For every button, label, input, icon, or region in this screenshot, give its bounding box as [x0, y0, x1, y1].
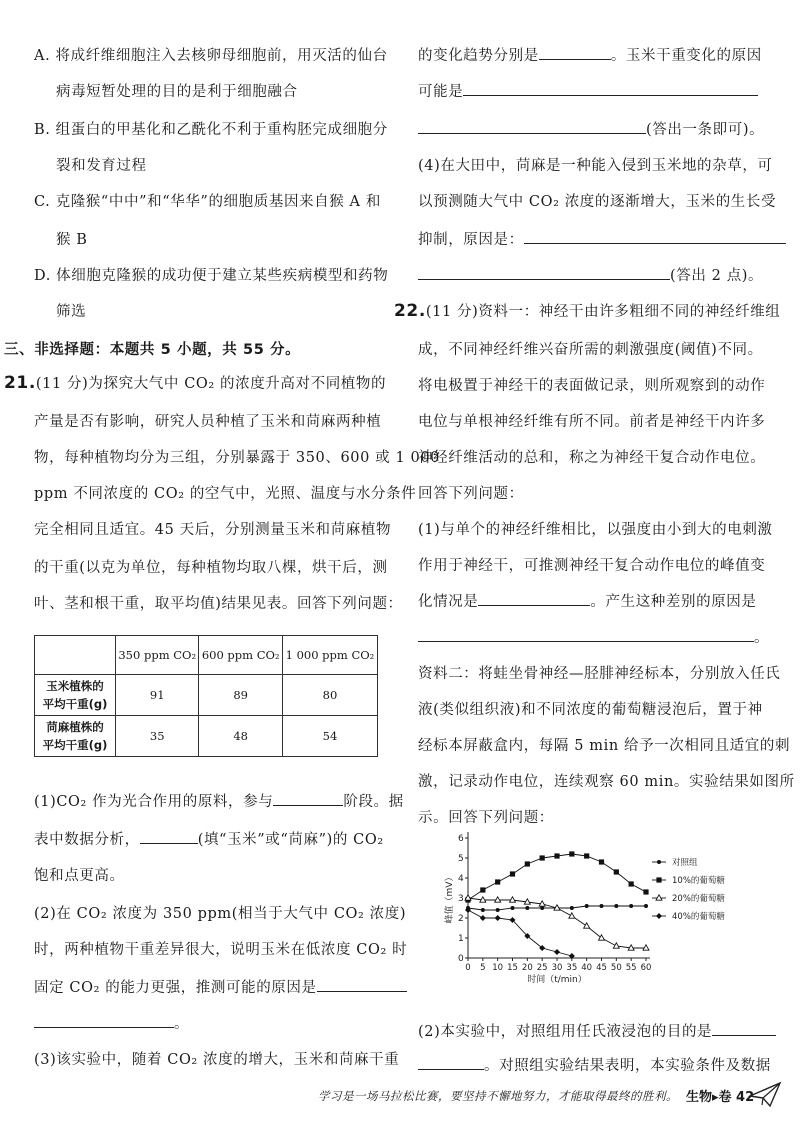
part3-line3: 可能是	[418, 80, 758, 101]
question-22-number: 22.	[394, 301, 426, 321]
table-cell: 48	[199, 716, 282, 757]
legend-marker	[656, 877, 661, 882]
answer-blank[interactable]	[273, 791, 343, 806]
data-point	[629, 904, 633, 908]
sub1-line1: (1)与单个的神经纤维相比，以强度由小到大的电刺激	[418, 522, 773, 538]
x-tick-label: 60	[640, 963, 652, 973]
y-tick-label: 2	[458, 914, 464, 924]
question-21-line2: 产量是否有影响，研究人员种植了玉米和苘麻两种植	[34, 414, 382, 430]
legend-label: 40%的葡萄糖	[672, 912, 725, 922]
y-axis-label: 峰值（mV）	[445, 872, 455, 924]
part3-line4: (答出一条即可)。	[418, 118, 764, 139]
material2-line4: 激，记录动作电位，连续观察 60 min。实验结果如图所	[418, 774, 795, 790]
series-line	[468, 854, 646, 900]
x-axis-label: 时间（t/min）	[527, 975, 587, 985]
data-point	[495, 879, 500, 884]
data-point	[644, 904, 648, 908]
answer-blank[interactable]	[34, 1013, 174, 1028]
sub2-line2: 。对照组实验结果表明，本实验条件及数据	[418, 1054, 771, 1075]
paper-plane-icon	[748, 1080, 782, 1108]
option-a-line1: A. 将成纤维细胞注入去核卵母细胞前，用灭活的仙台	[34, 48, 388, 64]
x-tick-label: 50	[610, 963, 622, 973]
sub1-line3: 化情况是 。产生这种差别的原因是	[418, 590, 757, 611]
question-22-line1: 22.(11 分)资料一：神经干由许多粗细不同的神经纤维组	[394, 301, 781, 321]
x-tick-label: 0	[465, 963, 471, 973]
data-point	[613, 943, 619, 948]
part4-line4: (答出 2 点)。	[418, 264, 763, 285]
x-tick-label: 25	[536, 963, 548, 973]
y-tick-label: 4	[458, 874, 464, 884]
question-22-line2: 成，不同神经纤维兴奋所需的刺激强度(阈值)不同。	[418, 342, 763, 358]
y-tick-label: 6	[458, 834, 464, 844]
question-21-line1: 21.(11 分)为探究大气中 CO₂ 的浓度升高对不同植物的	[4, 373, 387, 393]
option-b-line2: 裂和发育过程	[56, 158, 147, 174]
table-header-row	[35, 636, 378, 675]
answer-blank[interactable]	[418, 265, 670, 280]
option-a-line2: 病毒短暂处理的目的是利于细胞融合	[56, 84, 298, 100]
legend-marker	[656, 895, 662, 900]
data-point	[569, 851, 574, 856]
question-21-line6: 的干重(以克为单位，每种植物均取八棵，烘干后，测	[34, 560, 388, 576]
part3-line1: (3)该实验中，随着 CO₂ 浓度的增大，玉米和苘麻干重	[34, 1052, 400, 1068]
part4-line3: 抑制，原因是：	[418, 228, 786, 249]
option-b-line1: B. 组蛋白的甲基化和乙酰化不利于重构胚完成细胞分	[34, 122, 388, 138]
legend-label: 10%的葡萄糖	[672, 876, 725, 886]
data-point	[600, 904, 604, 908]
part3-line2: 的变化趋势分别是 。玉米干重变化的原因	[418, 44, 762, 65]
data-point	[643, 945, 649, 950]
row-label: 苘麻植株的 平均干重(g)	[35, 716, 116, 757]
data-point	[569, 913, 575, 918]
part1-line2: 表中数据分析， (填“玉米”或“苘麻”)的 CO₂	[34, 828, 384, 849]
data-point	[584, 853, 589, 858]
x-tick-label: 55	[625, 963, 637, 973]
data-point	[496, 908, 500, 912]
y-tick-label: 3	[458, 894, 464, 904]
material2-line3: 经标本屏蔽盒内，每隔 5 min 给予一次相同且适宜的刺	[418, 738, 791, 754]
part1-line1: (1)CO₂ 作为光合作用的原料，参与 阶段。据	[34, 790, 404, 811]
answer-blank[interactable]	[712, 1021, 776, 1036]
part2-line1: (2)在 CO₂ 浓度为 350 ppm(相当于大气中 CO₂ 浓度)	[34, 906, 407, 922]
question-22-line5: 神经纤维活动的总和，称之为神经干复合动作电位。	[418, 450, 766, 466]
question-22-line6: 回答下列问题：	[418, 486, 524, 502]
data-point	[510, 871, 515, 876]
footer-subject: 生物▸卷 42	[686, 1090, 755, 1105]
data-point	[554, 949, 560, 955]
data-point	[570, 906, 574, 910]
y-tick-label: 0	[458, 954, 464, 964]
data-point	[585, 904, 589, 908]
answer-blank[interactable]	[140, 829, 198, 844]
data-point	[614, 869, 619, 874]
data-table	[34, 635, 378, 757]
line-chart	[440, 830, 725, 990]
data-point	[540, 855, 545, 860]
data-point	[614, 904, 618, 908]
question-22-line4: 电位与单根神经纤维有所不同。前者是神经干内许多	[418, 414, 766, 430]
option-d-line1: D. 体细胞克隆猴的成功便于建立某些疾病模型和药物	[34, 268, 389, 284]
part4-line2: 以预测随大气中 CO₂ 浓度的逐渐增大，玉米的生长受	[418, 194, 777, 210]
legend-marker	[657, 860, 661, 864]
data-point	[525, 906, 529, 910]
data-point	[510, 897, 516, 902]
page-footer	[318, 1080, 788, 1110]
data-point	[554, 853, 559, 858]
table-header-cell: 350 ppm CO₂	[116, 636, 199, 675]
data-point	[629, 881, 634, 886]
table-row	[35, 675, 378, 716]
sub1-line2: 作用于神经干，可推测神经干复合动作电位的峰值变	[418, 558, 766, 574]
x-tick-label: 5	[480, 963, 486, 973]
data-point	[495, 915, 501, 921]
table-cell: 89	[199, 675, 282, 716]
data-point	[599, 859, 604, 864]
table-cell: 91	[116, 675, 199, 716]
table-cell: 54	[282, 716, 377, 757]
material2-line5: 示。回答下列问题：	[418, 810, 554, 826]
question-21-number: 21.	[4, 373, 36, 393]
part1-line3: 饱和点更高。	[34, 868, 125, 884]
part4-line1: (4)在大田中，苘麻是一种能入侵到玉米地的杂草，可	[418, 158, 773, 174]
table-cell: 35	[116, 716, 199, 757]
answer-blank[interactable]	[463, 81, 758, 96]
question-21-line7: 叶、茎和根干重，取平均值)结果见表。回答下列问题：	[34, 596, 403, 612]
data-point	[584, 923, 590, 928]
option-c-line1: C. 克隆猴“中中”和“华华”的细胞质基因来自猴 A 和	[34, 194, 381, 210]
x-tick-label: 20	[521, 963, 533, 973]
data-point	[481, 908, 485, 912]
legend-marker	[656, 913, 662, 919]
row-label: 玉米植株的 平均干重(g)	[35, 675, 116, 716]
data-point	[599, 935, 605, 940]
data-point	[643, 889, 648, 894]
legend-label: 对照组	[672, 858, 698, 868]
data-point	[480, 915, 486, 921]
question-22-line3: 将电极置于神经干的表面做记录，则所观察到的动作	[418, 378, 766, 394]
x-tick-label: 40	[581, 963, 593, 973]
footer-motto: 学习是一场马拉松比赛，要坚持不懈地努力，才能取得最终的胜利。	[318, 1089, 678, 1103]
table-row	[35, 716, 378, 757]
answer-blank[interactable]	[478, 591, 590, 606]
data-point	[495, 897, 501, 902]
answer-blank[interactable]	[317, 977, 407, 992]
x-tick-label: 30	[551, 963, 563, 973]
sub1-line4: 。	[418, 626, 769, 647]
part2-line4: 。	[34, 1012, 189, 1033]
table-header-cell	[35, 636, 116, 675]
section-heading: 三、非选择题：本题共 5 小题，共 55 分。	[4, 342, 301, 358]
x-tick-label: 15	[507, 963, 518, 973]
question-21-line3: 物，每种植物均分为三组，分别暴露于 350、600 或 1 000	[34, 450, 440, 466]
question-21-line4: ppm 不同浓度的 CO₂ 的空气中，光照、温度与水分条件	[34, 486, 417, 502]
data-point	[511, 906, 515, 910]
part2-line2: 时，两种植物干重差异很大，说明玉米在低浓度 CO₂ 时	[34, 942, 408, 958]
data-point	[525, 861, 530, 866]
y-tick-label: 5	[458, 854, 464, 864]
answer-blank[interactable]	[418, 627, 754, 642]
question-21-line5: 完全相同且适宜。45 天后，分别测量玉米和苘麻植物	[34, 522, 392, 538]
answer-blank[interactable]	[418, 1055, 484, 1070]
data-point	[480, 887, 485, 892]
sub2-line1: (2)本实验中，对照组用任氏液浸泡的目的是	[418, 1020, 776, 1041]
answer-blank[interactable]	[524, 229, 786, 244]
answer-blank[interactable]	[418, 119, 646, 134]
y-tick-label: 1	[458, 934, 464, 944]
material2-line1: 资料二：将蛙坐骨神经—胫腓神经标本，分别放入任氏	[418, 666, 781, 682]
table-cell: 80	[282, 675, 377, 716]
x-tick-label: 35	[566, 963, 578, 973]
x-tick-label: 45	[596, 963, 607, 973]
option-c-line2: 猴 B	[56, 232, 88, 248]
material2-line2: 液(类似组织液)和不同浓度的葡萄糖浸泡后，置于神	[418, 702, 763, 718]
legend-label: 20%的葡萄糖	[672, 894, 725, 904]
part2-line3: 固定 CO₂ 的能力更强，推测可能的原因是	[34, 976, 407, 997]
option-d-line2: 筛选	[56, 304, 87, 320]
answer-blank[interactable]	[539, 45, 611, 60]
x-tick-label: 10	[492, 963, 504, 973]
table-header-cell: 1 000 ppm CO₂	[282, 636, 377, 675]
table-header-cell: 600 ppm CO₂	[199, 636, 282, 675]
